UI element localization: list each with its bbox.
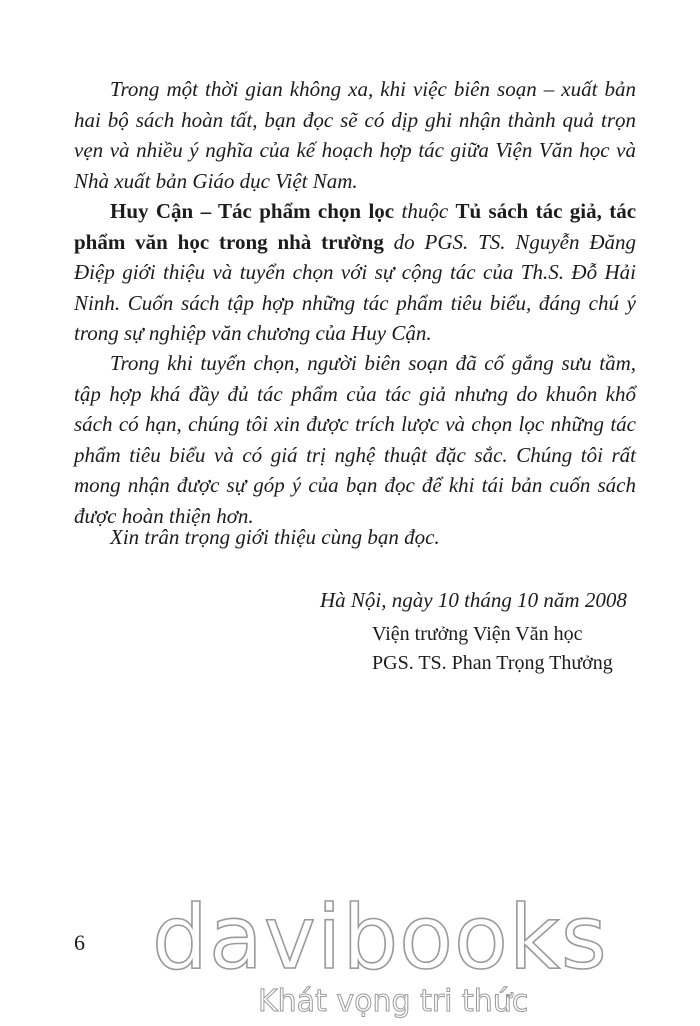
signature-place-date: Hà Nội, ngày 10 tháng 10 năm 2008 <box>320 588 627 612</box>
text-segment: do PGS. TS. Nguyễn Đăng Điệp giới thiệu và tuyển chọn với sự cộng tác của Th.S. Đỗ Hải Ninh. Cuốn sách tập hợp những tác phẩm tiêu biểu, đáng chú ý trong sự nghiệp văn chương của Huy Cận. <box>74 229 636 345</box>
text-segment: thuộc <box>394 199 456 223</box>
book-title: Huy Cận – Tác phẩm chọn lọc <box>110 199 395 223</box>
watermark-brand: davibooks <box>152 886 608 989</box>
paragraph-editorial-note: Trong khi tuyển chọn, người biên soạn đã cố gắng sưu tầm, tập hợp khá đầy đủ tác phẩm của tác giả nhưng do khuôn khổ sách có hạn, chúng tôi xin được trích lược và chọn lọc những tác phẩm tiêu biểu và có giá trị nghệ thuật đặc sắc. Chúng tôi rất mong nhận được sự góp ý của bạn đọc để khi tái bản cuốn sách được hoàn thiện hơn. <box>74 351 636 528</box>
paragraph-book-description <box>74 196 636 349</box>
series-title: Tủ sách tác giả, tác phẩm văn học trong nhà trường <box>74 199 637 254</box>
paragraph-closing: Xin trân trọng giới thiệu cùng bạn đọc. <box>110 525 440 549</box>
signature-name: PGS. TS. Phan Trọng Thưởng <box>372 652 613 674</box>
page-number: 6 <box>74 930 85 955</box>
signature-title: Viện trưởng Viện Văn học <box>372 623 583 645</box>
watermark-tagline: Khát vọng tri thức <box>258 984 529 1019</box>
paragraph-intro: Trong một thời gian không xa, khi việc biên soạn – xuất bản hai bộ sách hoàn tất, bạn đọc sẽ có dịp ghi nhận thành quả trọn vẹn và nhiều ý nghĩa của kế hoạch hợp tác giữa Viện Văn học và Nhà xuất bản Giáo dục Việt Nam. <box>74 77 636 193</box>
